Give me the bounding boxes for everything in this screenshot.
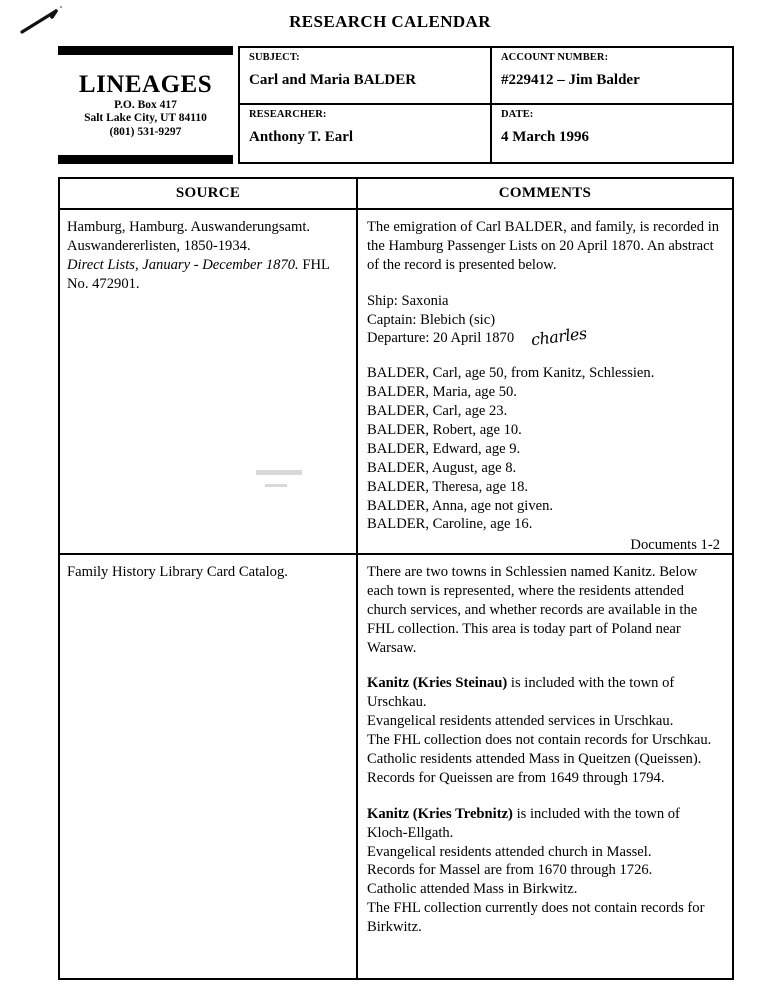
company-city-state-zip: Salt Lake City, UT 84110 [84, 112, 207, 125]
source-line: Family History Library Card Catalog. [67, 564, 288, 580]
logo-top-rule [58, 46, 233, 55]
page-title: RESEARCH CALENDAR [289, 12, 491, 31]
kanitz-trebnitz-heading [367, 805, 722, 843]
kanitz-steinau-name: Kanitz (Kries Steinau) [367, 675, 508, 692]
kanitz-steinau-heading-rest: is included with the town of Urschkau. [367, 675, 675, 711]
date-value: 4 March 1996 [501, 128, 590, 145]
captain-line: Captain: Blebich (sic) [367, 311, 496, 328]
source-line [67, 256, 348, 275]
lineages-logo-block [58, 46, 233, 164]
source-title-italic: Direct Lists, January - December 1870. [67, 256, 299, 273]
comments-cell-2 [358, 555, 732, 980]
scan-smudge [265, 484, 287, 487]
passenger-line: BALDER, Carl, age 50, from Kanitz, Schlessien. [367, 365, 655, 382]
company-phone: (801) 531-9297 [109, 125, 182, 138]
table-row [60, 210, 732, 555]
company-po-box: P.O. Box 417 [114, 98, 177, 111]
passenger-line: BALDER, August, age 8. [367, 459, 517, 476]
account-number-cell [492, 48, 732, 103]
researcher-value: Anthony T. Earl [249, 128, 354, 145]
kanitz-trebnitz-line: Evangelical residents attended church in Massel. [367, 843, 652, 860]
source-cell-2 [60, 555, 358, 980]
kanitz-steinau-line: Records for Queissen are from 1649 through 1794. [367, 769, 665, 786]
researcher-label: RESEARCHER: [249, 109, 327, 120]
account-number-label: ACCOUNT NUMBER: [501, 52, 609, 63]
company-name: LINEAGES [78, 70, 213, 98]
passenger-line: BALDER, Anna, age not given. [367, 497, 554, 514]
departure-line: Departure: 20 April 1870 [367, 330, 515, 347]
passenger-line: BALDER, Caroline, age 16. [367, 516, 533, 533]
account-number-value: #229412 – Jim Balder [501, 71, 640, 88]
kanitz-trebnitz-line: Catholic attended Mass in Birkwitz. [367, 881, 578, 898]
document-reference: Documents 1-2 [630, 537, 720, 554]
subject-value: Carl and Maria BALDER [249, 71, 417, 88]
source-fhl-suffix: FHL [298, 256, 330, 273]
scan-smudge [256, 470, 302, 475]
date-cell [492, 105, 732, 162]
date-label: DATE: [501, 109, 534, 120]
column-header-comments: COMMENTS [498, 185, 592, 201]
comments-cell-1 [358, 210, 732, 553]
kanitz-trebnitz-line: Records for Massel are from 1670 through 1726. [367, 862, 653, 879]
column-header-source: SOURCE [60, 179, 358, 208]
letterhead-header [58, 46, 734, 164]
kanitz-steinau-line: The FHL collection does not contain records for Urschkau. [367, 732, 712, 749]
kanitz-trebnitz-name: Kanitz (Kries Trebnitz) [367, 805, 513, 822]
passenger-line: BALDER, Robert, age 10. [367, 422, 522, 439]
logo-bottom-rule [58, 155, 233, 164]
handwritten-annotation-charles: charles [529, 323, 588, 350]
table-header-row [60, 179, 732, 210]
source-line: Auswandererlisten, 1850-1934. [67, 237, 251, 254]
case-info-table [238, 46, 734, 164]
kanitz-trebnitz-heading-rest: is included with the town of Kloch-Ellgath. [367, 805, 680, 841]
researcher-cell [240, 105, 492, 162]
table-row [60, 555, 732, 980]
comments-intro: There are two towns in Schlessien named Kanitz. Below each town is represented, where the residents attended church services, and whether records are available in the FHL collection. This area is today part of Poland near Warsaw. [367, 564, 698, 656]
passenger-line: BALDER, Maria, age 50. [367, 384, 517, 401]
passenger-line: BALDER, Edward, age 9. [367, 440, 521, 457]
passenger-line: BALDER, Theresa, age 18. [367, 478, 529, 495]
source-line: Hamburg, Hamburg. Auswanderungsamt. [67, 219, 311, 235]
source-line: No. 472901. [67, 275, 140, 292]
kanitz-steinau-heading [367, 674, 722, 712]
subject-label: SUBJECT: [249, 52, 300, 63]
kanitz-steinau-line: Catholic residents attended Mass in Queitzen (Queissen). [367, 751, 702, 768]
research-log-table [58, 177, 734, 980]
kanitz-steinau-line: Evangelical residents attended services in Urschkau. [367, 713, 674, 730]
subject-cell [240, 48, 492, 103]
comments-intro: The emigration of Carl BALDER, and family, is recorded in the Hamburg Passenger Lists on 20 April 1870. An abstract of the record is presented below. [367, 219, 720, 273]
ship-line: Ship: Saxonia [367, 292, 449, 309]
source-cell-1 [60, 210, 358, 553]
passenger-line: BALDER, Carl, age 23. [367, 403, 508, 420]
kanitz-trebnitz-line: The FHL collection currently does not contain records for Birkwitz. [367, 900, 705, 936]
